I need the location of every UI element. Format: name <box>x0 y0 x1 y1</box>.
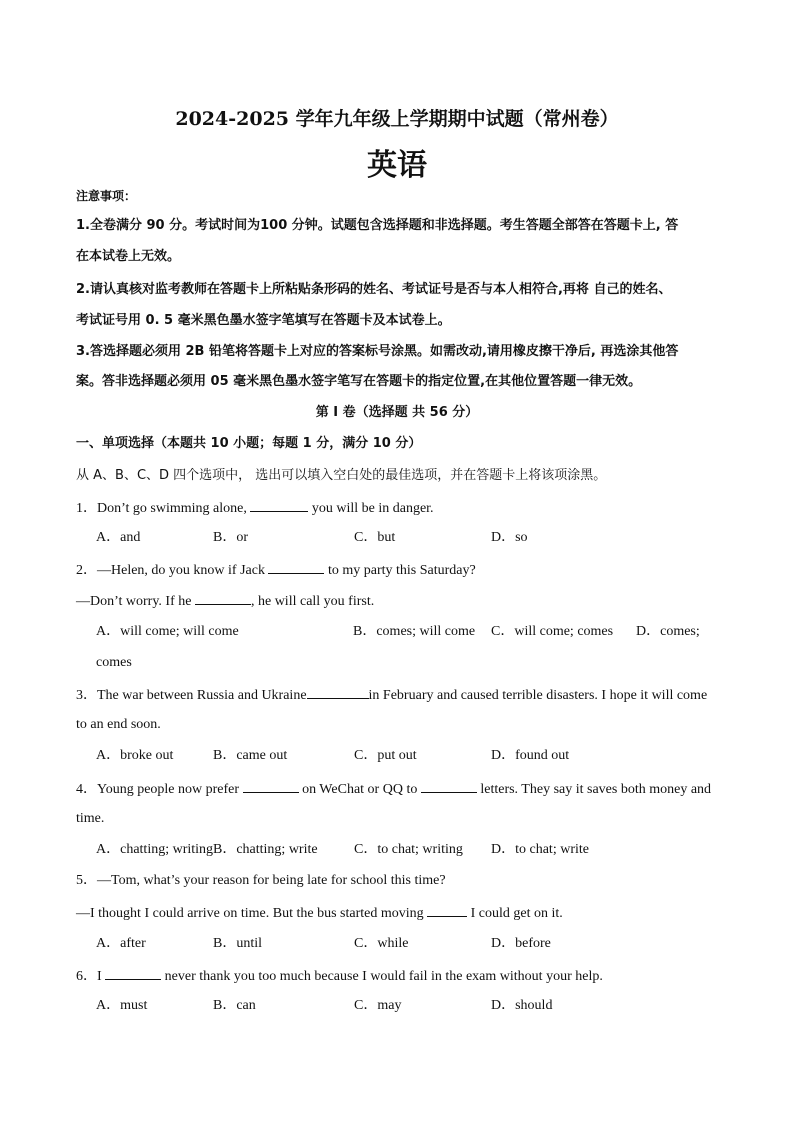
question-4-stem-line-2: time. <box>76 811 105 826</box>
question-5-stem-line-2: —I thought I could arrive on time. But the bus started moving I could get on it. <box>76 902 563 924</box>
question-5-stem-line-1: 5．—Tom, what’s your reason for being late for school this time? <box>76 873 446 888</box>
notice-item-2-line-1: 2.请认真核对监考教师在答题卡上所粘贴条形码的姓名、考试证号是否与本人相符合,再将 自己的姓名、 <box>76 282 672 297</box>
question-4-option-c: C．to chat; writing <box>354 842 463 857</box>
question-6-option-b: B．can <box>213 998 256 1013</box>
question-2-option-c: C．will come; comes <box>491 624 614 639</box>
answer-blank <box>105 965 161 980</box>
question-6-stem: 6．I never thank you too much because I would fail in the exam without your help. <box>76 965 603 987</box>
question-3-option-a: A．broke out <box>96 748 174 763</box>
section-instruction: 从 A、B、C、D 四个选项中， 选出可以填入空白处的最佳选项，并在答题卡上将该项涂黑。 <box>76 468 607 483</box>
question-4-option-b: B．chatting; write <box>213 842 318 857</box>
notice-item-3-line-2: 案。答非选择题必须用 05 毫米黑色墨水签字笔写在答题卡的指定位置,在其他位置答题一律无效。 <box>76 374 642 389</box>
question-1-option-b: B．or <box>213 530 248 545</box>
question-2-option-a: A．will come; will come <box>96 624 239 639</box>
part-title: 第 I 卷（选择题 共 56 分） <box>315 405 479 420</box>
question-5-option-a: A．after <box>96 936 146 951</box>
answer-blank <box>250 497 308 512</box>
subject-title: 英语 <box>367 148 427 183</box>
question-5-option-d: D．before <box>491 936 551 951</box>
answer-blank <box>421 778 477 793</box>
notice-item-1-line-1: 1.全卷满分 90 分。考试时间为100 分钟。试题包含选择题和非选择题。考生答题全部答在答题卡上, 答 <box>76 218 679 233</box>
notice-item-1-line-2: 在本试卷上无效。 <box>76 249 181 264</box>
notice-item-2-line-2: 考试证号用 0. 5 毫米黑色墨水签字笔填写在答题卡及本试卷上。 <box>76 313 451 328</box>
question-3-option-d: D．found out <box>491 748 570 763</box>
question-1-option-a: A．and <box>96 530 141 545</box>
question-1-option-d: D．so <box>491 530 528 545</box>
section-heading: 一、单项选择（本题共 10 小题；每题 1 分，满分 10 分） <box>76 436 422 451</box>
question-6-option-a: A．must <box>96 998 148 1013</box>
question-2-stem-line-2: —Don’t worry. If he , he will call you first. <box>76 590 374 612</box>
question-1-stem: 1．Don’t go swimming alone, you will be in danger. <box>76 497 434 519</box>
notice-item-3-line-1: 3.答选择题必须用 2B 铅笔将答题卡上对应的答案标号涂黑。如需改动,请用橡皮擦干净后, 再选涂其他答 <box>76 344 679 359</box>
question-2-stem-line-1: 2．—Helen, do you know if Jack to my party this Saturday? <box>76 559 476 581</box>
question-6-option-c: C．may <box>354 998 402 1013</box>
question-6-option-d: D．should <box>491 998 553 1013</box>
answer-blank <box>427 902 467 917</box>
question-2-option-d-continued: comes <box>96 655 132 670</box>
question-2-option-d: D．comes; <box>636 624 700 639</box>
question-1-option-c: C．but <box>354 530 396 545</box>
question-3-option-c: C．put out <box>354 748 417 763</box>
question-3-stem-line-1: 3．The war between Russia and Ukraine in February and caused terrible disasters. I hope it will come <box>76 684 707 706</box>
answer-blank <box>195 590 251 605</box>
answer-blank <box>243 778 299 793</box>
question-4-stem-line-1: 4．Young people now prefer on WeChat or QQ to letters. They say it saves both money and <box>76 778 711 800</box>
question-4-option-a: A．chatting; writing <box>96 842 214 857</box>
question-5-option-c: C．while <box>354 936 409 951</box>
question-3-option-b: B．came out <box>213 748 288 763</box>
answer-blank <box>268 559 324 574</box>
question-5-option-b: B．until <box>213 936 263 951</box>
notice-heading: 注意事项： <box>76 189 137 203</box>
question-4-option-d: D．to chat; write <box>491 842 589 857</box>
answer-blank <box>307 684 369 699</box>
question-3-stem-line-2: to an end soon. <box>76 717 161 732</box>
question-2-option-b: B．comes; will come <box>353 624 476 639</box>
exam-title: 2024-2025 学年九年级上学期期中试题（常州卷） <box>175 108 619 130</box>
